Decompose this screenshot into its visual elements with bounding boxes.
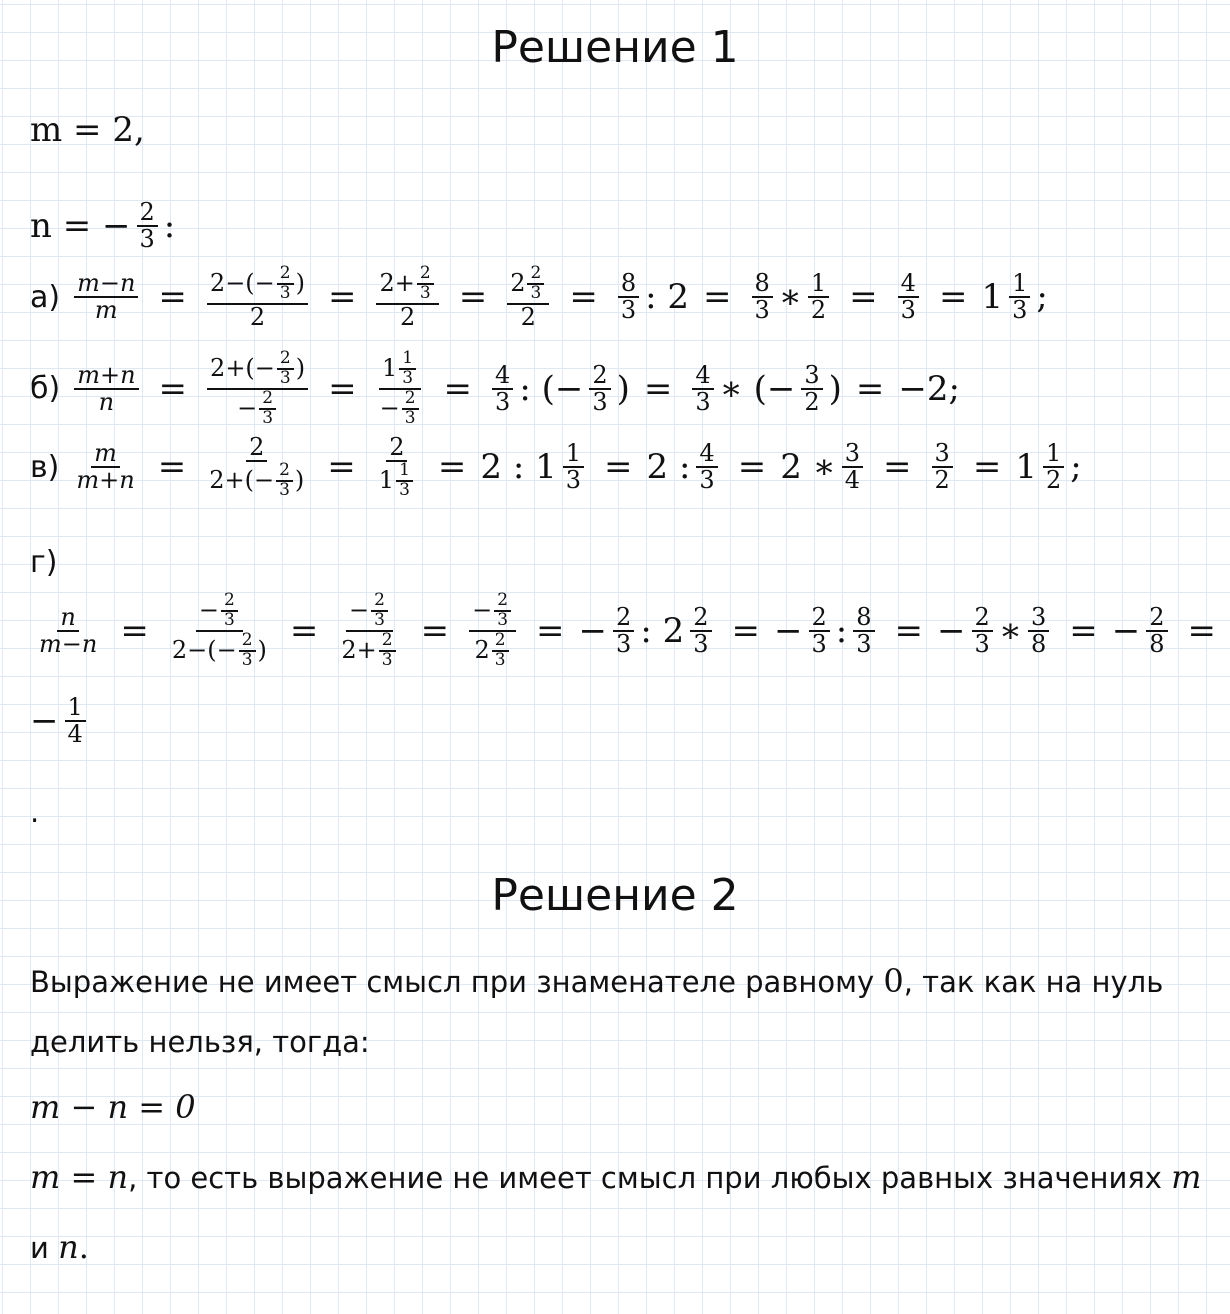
label-b: б) xyxy=(30,371,61,407)
given-n xyxy=(30,200,175,252)
and-word: и xyxy=(30,1231,49,1265)
result-minus: − xyxy=(30,701,59,742)
paragraph-line-4 xyxy=(30,1228,89,1266)
fraction: 2−(− $\frac{2}{3}$ ) 2 xyxy=(207,265,308,330)
fraction: 2 $\frac{2}{3}$ 2 xyxy=(507,265,549,330)
fraction: $\frac{m-n}{m}$ xyxy=(74,271,138,323)
paragraph-text: Выражение не имеет смысл при знаменателе равному xyxy=(30,965,875,999)
fraction: 2+ $\frac{2}{3}$ 2 xyxy=(376,265,438,330)
last-n: n xyxy=(58,1228,79,1266)
eq2-m: m xyxy=(1171,1158,1202,1196)
label-g: г) xyxy=(30,545,58,580)
label-a: а) xyxy=(30,279,61,315)
equation-g-result: − $\frac{1}{4}$ xyxy=(30,695,92,747)
equation-a: а) $\frac{m-n}{m}$ = 2−(− $\frac{2}{3}$ ) 2 = 2+ $\frac{2}{3}$ 2 = 2 $\frac{2}{3}$ 2 = $\frac{8}{3}$ : 2 = $\frac{8}{3}$ ∗ $\frac{1}{2}$ = $\frac{4}{3}$ = 1 $\frac{1}{3}$ ; xyxy=(30,263,1048,331)
given-m xyxy=(30,110,145,150)
equation-m-minus-n xyxy=(30,1088,196,1126)
solution-2-title: Решение 2 xyxy=(491,870,739,921)
given-n-lhs: n = − xyxy=(30,206,131,247)
eq2-text: , то есть выражение не имеет смысл при любых равных значениях xyxy=(128,1161,1162,1195)
equation-v: в) $\frac{m}{m+n}$ = 2 2+(− $\frac{2}{3}$ ) = 2 1 $\frac{1}{3}$ = 2 : 1 $\frac{1}{3}$ = 2 : $\frac{4}{3}$ = 2 ∗ $\frac{3}{4}$ = $\frac{3}{2}$ = 1 $\frac{1}{2}$ ; xyxy=(30,433,1082,501)
given-n-colon: : xyxy=(163,206,176,247)
fraction: $\frac{2}{3}$ xyxy=(137,200,158,252)
paragraph-line-3 xyxy=(30,1158,1202,1196)
equation-b: б) $\frac{m+n}{n}$ = 2+(− $\frac{2}{3}$ ) − $\frac{2}{3}$ = 1 $\frac{1}{3}$ − $\frac{2}{3}$ = $\frac{4}{3}$ : (− $\frac{2}{3}$ ) = $\frac{4}{3}$ ∗ (− $\frac{3}{2}$ ) = −2; xyxy=(30,348,960,428)
eq1-text: m − n = 0 xyxy=(30,1088,196,1126)
paragraph-rest: , так как на нуль xyxy=(903,965,1164,999)
zero-value: 0 xyxy=(883,962,904,1000)
given-m-text: m = 2, xyxy=(30,110,145,150)
eq2-math: m = n xyxy=(30,1158,129,1196)
trailing-dot: . xyxy=(30,795,40,829)
solution-1-title: Решение 1 xyxy=(491,22,739,73)
paragraph-line-1 xyxy=(30,962,1163,1000)
equation-g: $\frac{n}{m-n}$ = − $\frac{2}{3}$ 2−(− $\frac{2}{3}$ ) = − $\frac{2}{3}$ 2+ $\frac{2}{3}$ = − $\frac{2}{3}$ 2 $\frac{2}{3}$ = − $\frac{2}{3}$ : 2 $\frac{2}{3}$ = − $\frac{2}{3}$ : $\frac{8}{3}$ = − $\frac{2}{3}$ ∗ $\frac{3}{8}$ = − $\frac{2}{8}$ = xyxy=(39,590,1216,670)
label-v: в) xyxy=(30,449,60,485)
last-dot: . xyxy=(78,1228,89,1266)
paragraph-line-2: делить нельзя, тогда: xyxy=(30,1025,370,1059)
